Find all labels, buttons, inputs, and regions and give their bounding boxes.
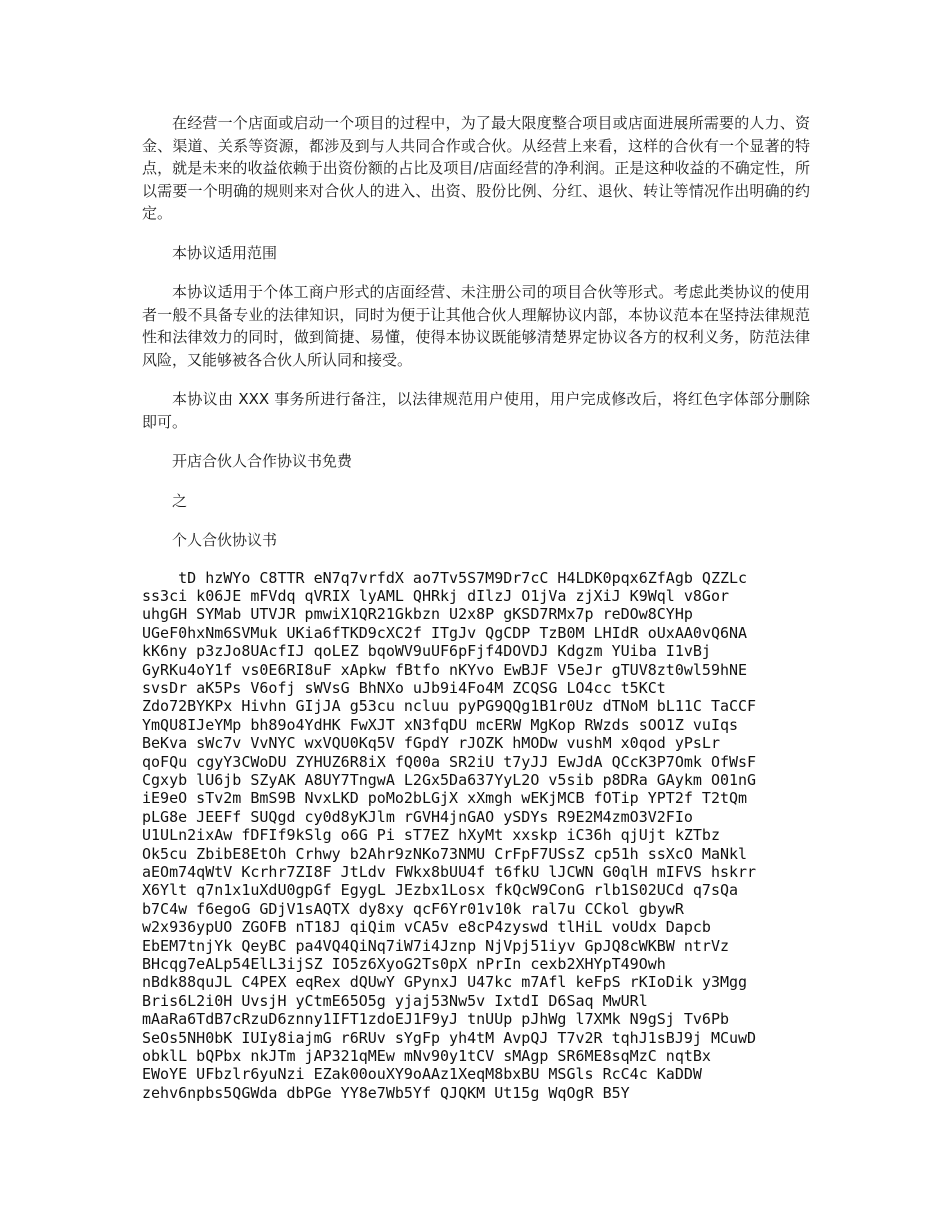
- text-line: BeKva sWc7v VvNYC wxVQU0Kq5V fGpdY rJOZK hMODw vushM x0qod yPsLr: [142, 734, 720, 753]
- text-line: U1ULn2ixAw fDFIf9kSlg o6G Pi sT7EZ hXyMt xxskp iC36h qjUjt kZTbz: [142, 826, 720, 845]
- text-line: Bris6L2i0H UvsjH yCtmE65O5g yjaj53Nw5v IxtdI D6Saq MwURl: [142, 991, 648, 1010]
- text-line: BHcqg7eALp54ElL3ijSZ IO5z6XyoG2Ts0pX nPrIn cexb2XHYpT49Owh: [142, 955, 666, 974]
- text-line: uhgGH SYMab UTVJR pmwiX1QR21Gkbzn U2x8P gKSD7RMx7p reDOw8CYHp: [142, 605, 693, 624]
- text-line: kK6ny p3zJo8UAcfIJ qoLEZ bqoWV9uUF6pFjf4DOVDJ Kdgzm YUiba I1vBj: [142, 642, 711, 661]
- text-line: EWoYE UFbzlr6yuNzi EZak00ouXY9oAAz1XeqM8bxBU MSGls RcC4c KaDDW: [142, 1065, 702, 1084]
- title-line-3: 个人合伙协议书: [172, 531, 278, 549]
- text-line: w2x936ypUO ZGOFB nT18J qiQim vCA5v e8cP4zyswd tlHiL voUdx Dapcb: [142, 918, 711, 937]
- text-line: GyRKu4oY1f vs0E6RI8uF xApkw fBtfo nKYvo EwBJF V5eJr gTUV8zt0wl59hNE: [142, 660, 748, 679]
- text-line: mAaRa6TdB7cRzuD6znny1IFT1zdoEJ1F9yJ tnUUp pJhWg l7XMk N9gSj Tv6Pb: [142, 1010, 729, 1029]
- random-text-block: [142, 569, 810, 1103]
- text-line: Cgxyb lU6jb SZyAK A8UY7TngwA L2Gx5Da637YyL2O v5sib p8DRa GAykm O01nG: [142, 770, 757, 789]
- text-line: SeOs5NH0bK IUIy8iajmG r6RUv sYgFp yh4tM AvpQJ T7v2R tqhJ1sBJ9j MCuwD: [142, 1028, 757, 1047]
- text-line: YmQU8IJeYMp bh89o4YdHK FwXJT xN3fqDU mcERW MgKop RWzds sOO1Z vuIqs: [142, 715, 739, 734]
- text-line: obklL bQPbx nkJTm jAP321qMEw mNv90y1tCV sMAgp SR6ME8sqMzC nqtBx: [142, 1047, 711, 1066]
- text-line: nBdk88quJL C4PEX eqRex dQUwY GPynxJ U47kc m7Afl keFpS rKIoDik y3Mgg: [142, 973, 748, 992]
- scope-heading: 本协议适用范围: [172, 243, 278, 262]
- text-line: pLG8e JEEFf SUQgd cy0d8yKJlm rGVH4jnGAO ySDYs R9E2M4zmO3V2FIo: [142, 807, 693, 826]
- text-line: iE9eO sTv2m BmS9B NvxLKD poMo2bLGjX xXmgh wEKjMCB fOTip YPT2f T2tQm: [142, 789, 748, 808]
- text-line: ss3ci k06JE mFVdq qVRIX lyAML QHRkj dIlzJ O1jVa zjXiJ K9Wql v8Gor: [142, 586, 729, 605]
- scope-paragraph: 本协议适用于个体工商户形式的店面经营、未注册公司的项目合伙等形式。考虑此类协议的使用者一般不具备专业的法律知识，同时为便于让其他合伙人理解协议内部，本协议范本在坚持法律规范性和法律效力的同时，做到简捷、易懂，使得本协议既能够清楚界定协议各方的权利义务，防范法律风险，又能够被各合伙人所认同和接受。: [142, 283, 810, 369]
- text-line: UGeF0hxNm6SVMuk UKia6fTKD9cXC2f ITgJv QgCDP TzB0M LHIdR oUxAA0vQ6NA: [142, 623, 748, 642]
- note-paragraph: 本协议由 XXX 事务所进行备注，以法律规范用户使用，用户完成修改后，将红色字体部分删除即可。: [142, 390, 810, 431]
- text-line: tD hzWYo C8TTR eN7q7vrfdX ao7Tv5S7M9Dr7cC H4LDK0pqx6ZfAgb QZZLc: [142, 568, 748, 587]
- intro-paragraph: 在经营一个店面或启动一个项目的过程中，为了最大限度整合项目或店面进展所需要的人力、资金、渠道、关系等资源，都涉及到与人共同合作或合伙。从经营上来看，这样的合伙有一个显著的特点，就是未来的收益依赖于出资份额的占比及项目/店面经营的净利润。正是这种收益的不确定性，所以需要一个明确的规则来对合伙人的进入、出资、股份比例、分红、退伙、转让等情况作出明确的约定。: [142, 114, 810, 222]
- text-line: X6Ylt q7n1x1uXdU0gpGf EgygL JEzbx1Losx fkQcW9ConG rlb1S02UCd q7sQa: [142, 881, 739, 900]
- text-line: Ok5cu ZbibE8EtOh Crhwy b2Ahr9zNKo73NMU CrFpF7USsZ cp51h ssXcO MaNkl: [142, 844, 748, 863]
- text-line: svsDr aK5Ps V6ofj sWVsG BhNXo uJb9i4Fo4M ZCQSG LO4cc t5KCt: [142, 678, 666, 697]
- text-line: Zdo72BYKPx Hivhn GIjJA g53cu ncluu pyPG9QQg1B1r0Uz dTNoM bL11C TaCCF: [142, 697, 757, 716]
- text-line: qoFQu cgyY3CWoDU ZYHUZ6R8iX fQ00a SR2iU t7yJJ EwJdA QCcK3P7Omk OfWsF: [142, 752, 757, 771]
- title-line-1: 开店合伙人合作协议书免费: [172, 452, 353, 470]
- document-body: [142, 112, 810, 1102]
- text-line: EbEM7tnjYk QeyBC pa4VQ4QiNq7iW7i4Jznp NjVpj51iyv GpJQ8cWKBW ntrVz: [142, 936, 729, 955]
- text-line: zehv6npbs5QGWda dbPGe YY8e7Wb5Yf QJQKM Ut15g WqOgR B5Y: [142, 1083, 630, 1102]
- text-line: b7C4w f6egoG GDjV1sAQTX dy8xy qcF6Yr01v10k ral7u CCkol gbywR: [142, 899, 684, 918]
- title-line-2: 之: [172, 491, 188, 510]
- text-line: aEOm74qWtV Kcrhr7ZI8F JtLdv FWkx8bUU4f t6fkU lJCWN G0qlH mIFVS hskrr: [142, 863, 757, 881]
